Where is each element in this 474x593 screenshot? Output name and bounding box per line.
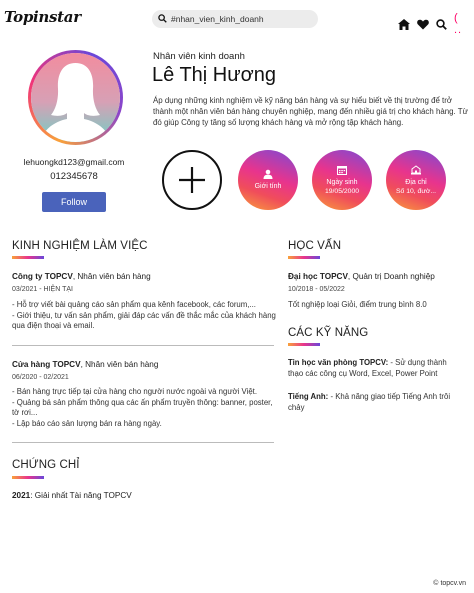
info-circle-gender[interactable]: [238, 150, 298, 210]
certificate-text: : Giải nhất Tài năng TOPCV: [30, 491, 132, 500]
education-school: Đại học TOPCV: [288, 272, 348, 281]
job-title: Nhân viên kinh doanh: [153, 51, 245, 62]
experience-2-date: 06/2020 - 02/2021: [12, 374, 69, 381]
experience-1-company: Công ty TOPCV: [12, 272, 73, 281]
address-label: Địa chỉ: [405, 178, 427, 186]
top-bar: [0, 0, 474, 36]
experience-title: KINH NGHIỆM LÀM VIỆC: [12, 240, 148, 252]
experience-2-desc-line: - Lập báo cáo sản lượng bán ra hàng ngày.: [12, 418, 162, 428]
education-title-underline: [288, 256, 320, 259]
email-text: lehuongkd123@gmail.com: [23, 157, 125, 167]
certificates-title: CHỨNG CHỈ: [12, 459, 80, 471]
add-button[interactable]: [162, 150, 222, 210]
location-icon: [411, 165, 421, 175]
birthday-label: Ngày sinh: [326, 178, 358, 186]
skill-name: Tin học văn phòng TOPCV:: [288, 358, 389, 367]
skill-name: Tiếng Anh:: [288, 392, 329, 401]
education-desc: Tốt nghiệp loại Giỏi, điểm trung bình 8.0: [288, 300, 427, 309]
experience-title-underline: [12, 256, 44, 259]
experience-1-desc-line: - Hỗ trợ viết bài quảng cáo sản phẩm qua kênh facebook, các forum,...: [12, 300, 256, 309]
nav-icons: [398, 12, 474, 36]
experience-1-position: , Nhân viên bán hàng: [72, 272, 151, 281]
certificates-title-underline: [12, 476, 44, 479]
experience-2-desc-line: - Bán hàng trực tiếp tại cửa hàng cho người nước ngoài và người Việt.: [12, 387, 258, 396]
address-value: Số 10, đườ...: [396, 187, 436, 195]
experience-1-desc-line: - Giới thiệu, tư vấn sản phẩm, giải đáp các vấn đề thắc mắc của khách hàng qua điện thoại và email.: [12, 310, 276, 330]
app-logo[interactable]: Topinstar: [4, 8, 81, 26]
search-input[interactable]: [171, 14, 311, 24]
search-icon: [158, 10, 167, 28]
nav-search-icon[interactable]: [436, 19, 447, 30]
skill-desc: - Khả năng giao tiếp Tiếng Anh trôi chảy: [288, 392, 451, 412]
phone-text: 012345678: [50, 171, 98, 182]
search-bar[interactable]: [152, 10, 318, 28]
info-circle-address[interactable]: [386, 150, 446, 210]
more-icon[interactable]: ( ..: [454, 12, 463, 36]
skill-item: [288, 358, 458, 379]
avatar: [28, 50, 123, 145]
footer-site[interactable]: topcv.vn: [440, 580, 466, 587]
experience-1-heading: [12, 272, 151, 281]
experience-1-desc: [12, 300, 276, 332]
education-major: , Quản trị Doanh nghiệp: [347, 272, 435, 281]
user-icon: [263, 169, 273, 179]
plus-icon: [177, 165, 207, 195]
experience-2-desc: [12, 387, 276, 429]
heart-icon[interactable]: [417, 19, 429, 30]
birthday-value: 19/05/2000: [324, 187, 360, 195]
info-circle-birthday[interactable]: [312, 150, 372, 210]
calendar-icon: [337, 165, 347, 175]
experience-2-desc-line: - Quảng bá sản phẩm thông qua các ấn phẩm truyền thông: banner, poster, tờ rơi...: [12, 397, 273, 417]
certificate-year: 2021: [12, 491, 31, 500]
experience-divider: [12, 345, 274, 346]
experience-1-date: 03/2021 - HIỆN TẠI: [12, 286, 73, 293]
career-summary: Áp dụng những kinh nghiệm về kỹ năng bán hàng và sự hiểu biết về thị trường để trở thành một nhân viên bán hàng chuyên nghiệp, mang đến nhiều giá trị cho khách hàng. Từ đó giúp Công ty tăng số lượng khách hàng và mở rộng tập khách hàng.: [153, 96, 468, 127]
skills-title-underline: [288, 343, 320, 346]
skill-item: [288, 392, 468, 413]
experience-2-position: , Nhân viên bán hàng: [80, 360, 159, 369]
experience-end-divider: [12, 442, 274, 443]
education-title: HỌC VẤN: [288, 240, 342, 252]
copyright-icon: ©: [433, 580, 439, 587]
avatar-silhouette-icon: [31, 53, 120, 142]
footer: [433, 580, 466, 587]
experience-2-company: Cửa hàng TOPCV: [12, 360, 81, 369]
gender-label: Giới tính: [254, 183, 282, 190]
follow-button[interactable]: Follow: [42, 192, 106, 212]
education-date: 10/2018 - 05/2022: [288, 286, 345, 293]
skills-title: CÁC KỸ NĂNG: [288, 327, 369, 339]
experience-2-heading: [12, 360, 158, 369]
profile-name: Lê Thị Hương: [152, 64, 276, 86]
education-heading: [288, 272, 435, 281]
certificate-item: [12, 491, 132, 500]
home-icon[interactable]: [398, 19, 410, 30]
skill-desc: - Sử dụng thành thạo các công cụ Word, Excel, Power Point: [288, 358, 447, 378]
